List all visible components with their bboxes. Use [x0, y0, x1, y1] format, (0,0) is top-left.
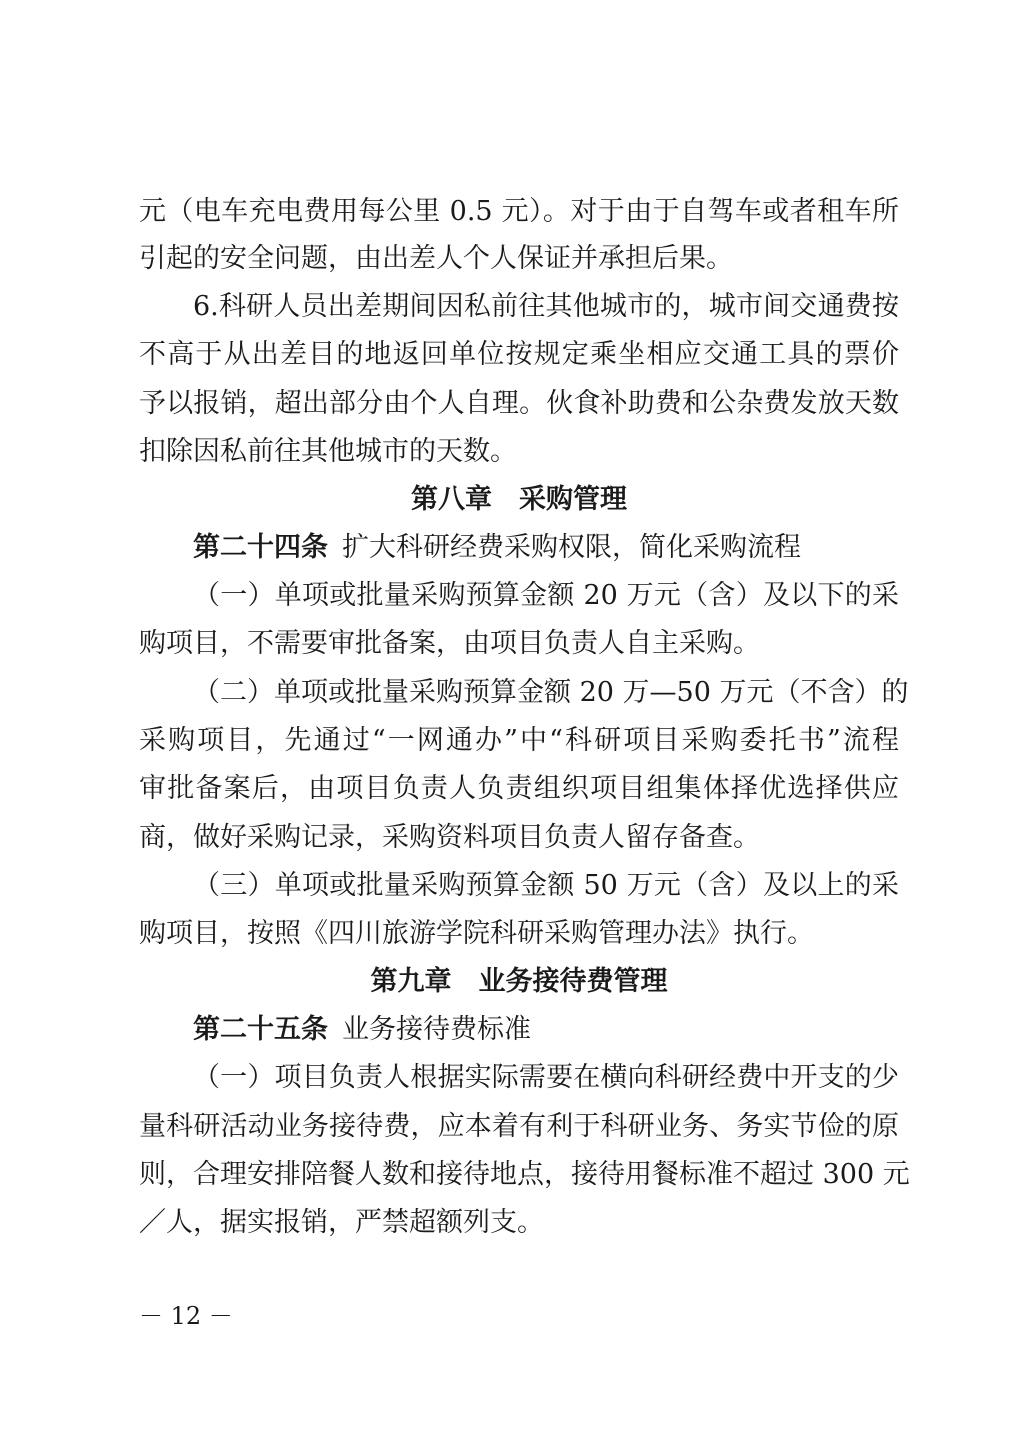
article-label: 第二十四条 [193, 532, 328, 563]
text-line: （一）项目负责人根据实际需要在横向科研经费中开支的少 [193, 1062, 899, 1093]
text-line: 量科研活动业务接待费，应本着有利于科研业务、务实节俭的原 [139, 1111, 899, 1142]
text-line: 购项目，不需要审批备案，由项目负责人自主采购。 [139, 628, 760, 659]
text-line: 6.科研人员出差期间因私前往其他城市的，城市间交通费按 [193, 291, 899, 322]
text-line: 不高于从出差目的地返回单位按规定乘坐相应交通工具的票价 [139, 339, 899, 370]
text-line: 予以报销，超出部分由个人自理。伙食补助费和公杂费发放天数 [139, 388, 899, 419]
article-heading [193, 532, 801, 564]
text-line: ／人，据实报销，严禁超额列支。 [139, 1207, 544, 1238]
chapter-heading: 第九章 业务接待费管理 [370, 966, 668, 997]
text-line: （二）单项或批量采购预算金额 20 万—50 万元（不含）的 [193, 677, 909, 708]
text-line: 审批备案后，由项目负责人负责组织项目组集体择优选择供应 [139, 773, 899, 804]
text-line: （三）单项或批量采购预算金额 50 万元（含）及以上的采 [193, 870, 899, 901]
text-line: 采购项目，先通过“一网通办”中“科研项目采购委托书”流程 [139, 725, 899, 756]
article-heading [193, 1014, 531, 1046]
article-title: 业务接待费标准 [342, 1014, 531, 1045]
text-line: 购项目，按照《四川旅游学院科研采购管理办法》执行。 [139, 918, 814, 949]
text-line: 则，合理安排陪餐人数和接待地点，接待用餐标准不超过 300 元 [139, 1159, 910, 1190]
page-number: － 12 － [139, 1302, 233, 1330]
article-title: 扩大科研经费采购权限，简化采购流程 [342, 532, 801, 563]
article-label: 第二十五条 [193, 1014, 328, 1045]
text-line: 扣除因私前往其他城市的天数。 [139, 436, 517, 467]
text-line: 商，做好采购记录，采购资料项目负责人留存备查。 [139, 822, 760, 853]
chapter-heading: 第八章 采购管理 [411, 484, 627, 515]
text-line: （一）单项或批量采购预算金额 20 万元（含）及以下的采 [193, 580, 899, 611]
text-line: 引起的安全问题，由出差人个人保证并承担后果。 [139, 243, 733, 274]
text-line: 元（电车充电费用每公里 0.5 元）。对于由于自驾车或者租车所 [139, 196, 899, 227]
